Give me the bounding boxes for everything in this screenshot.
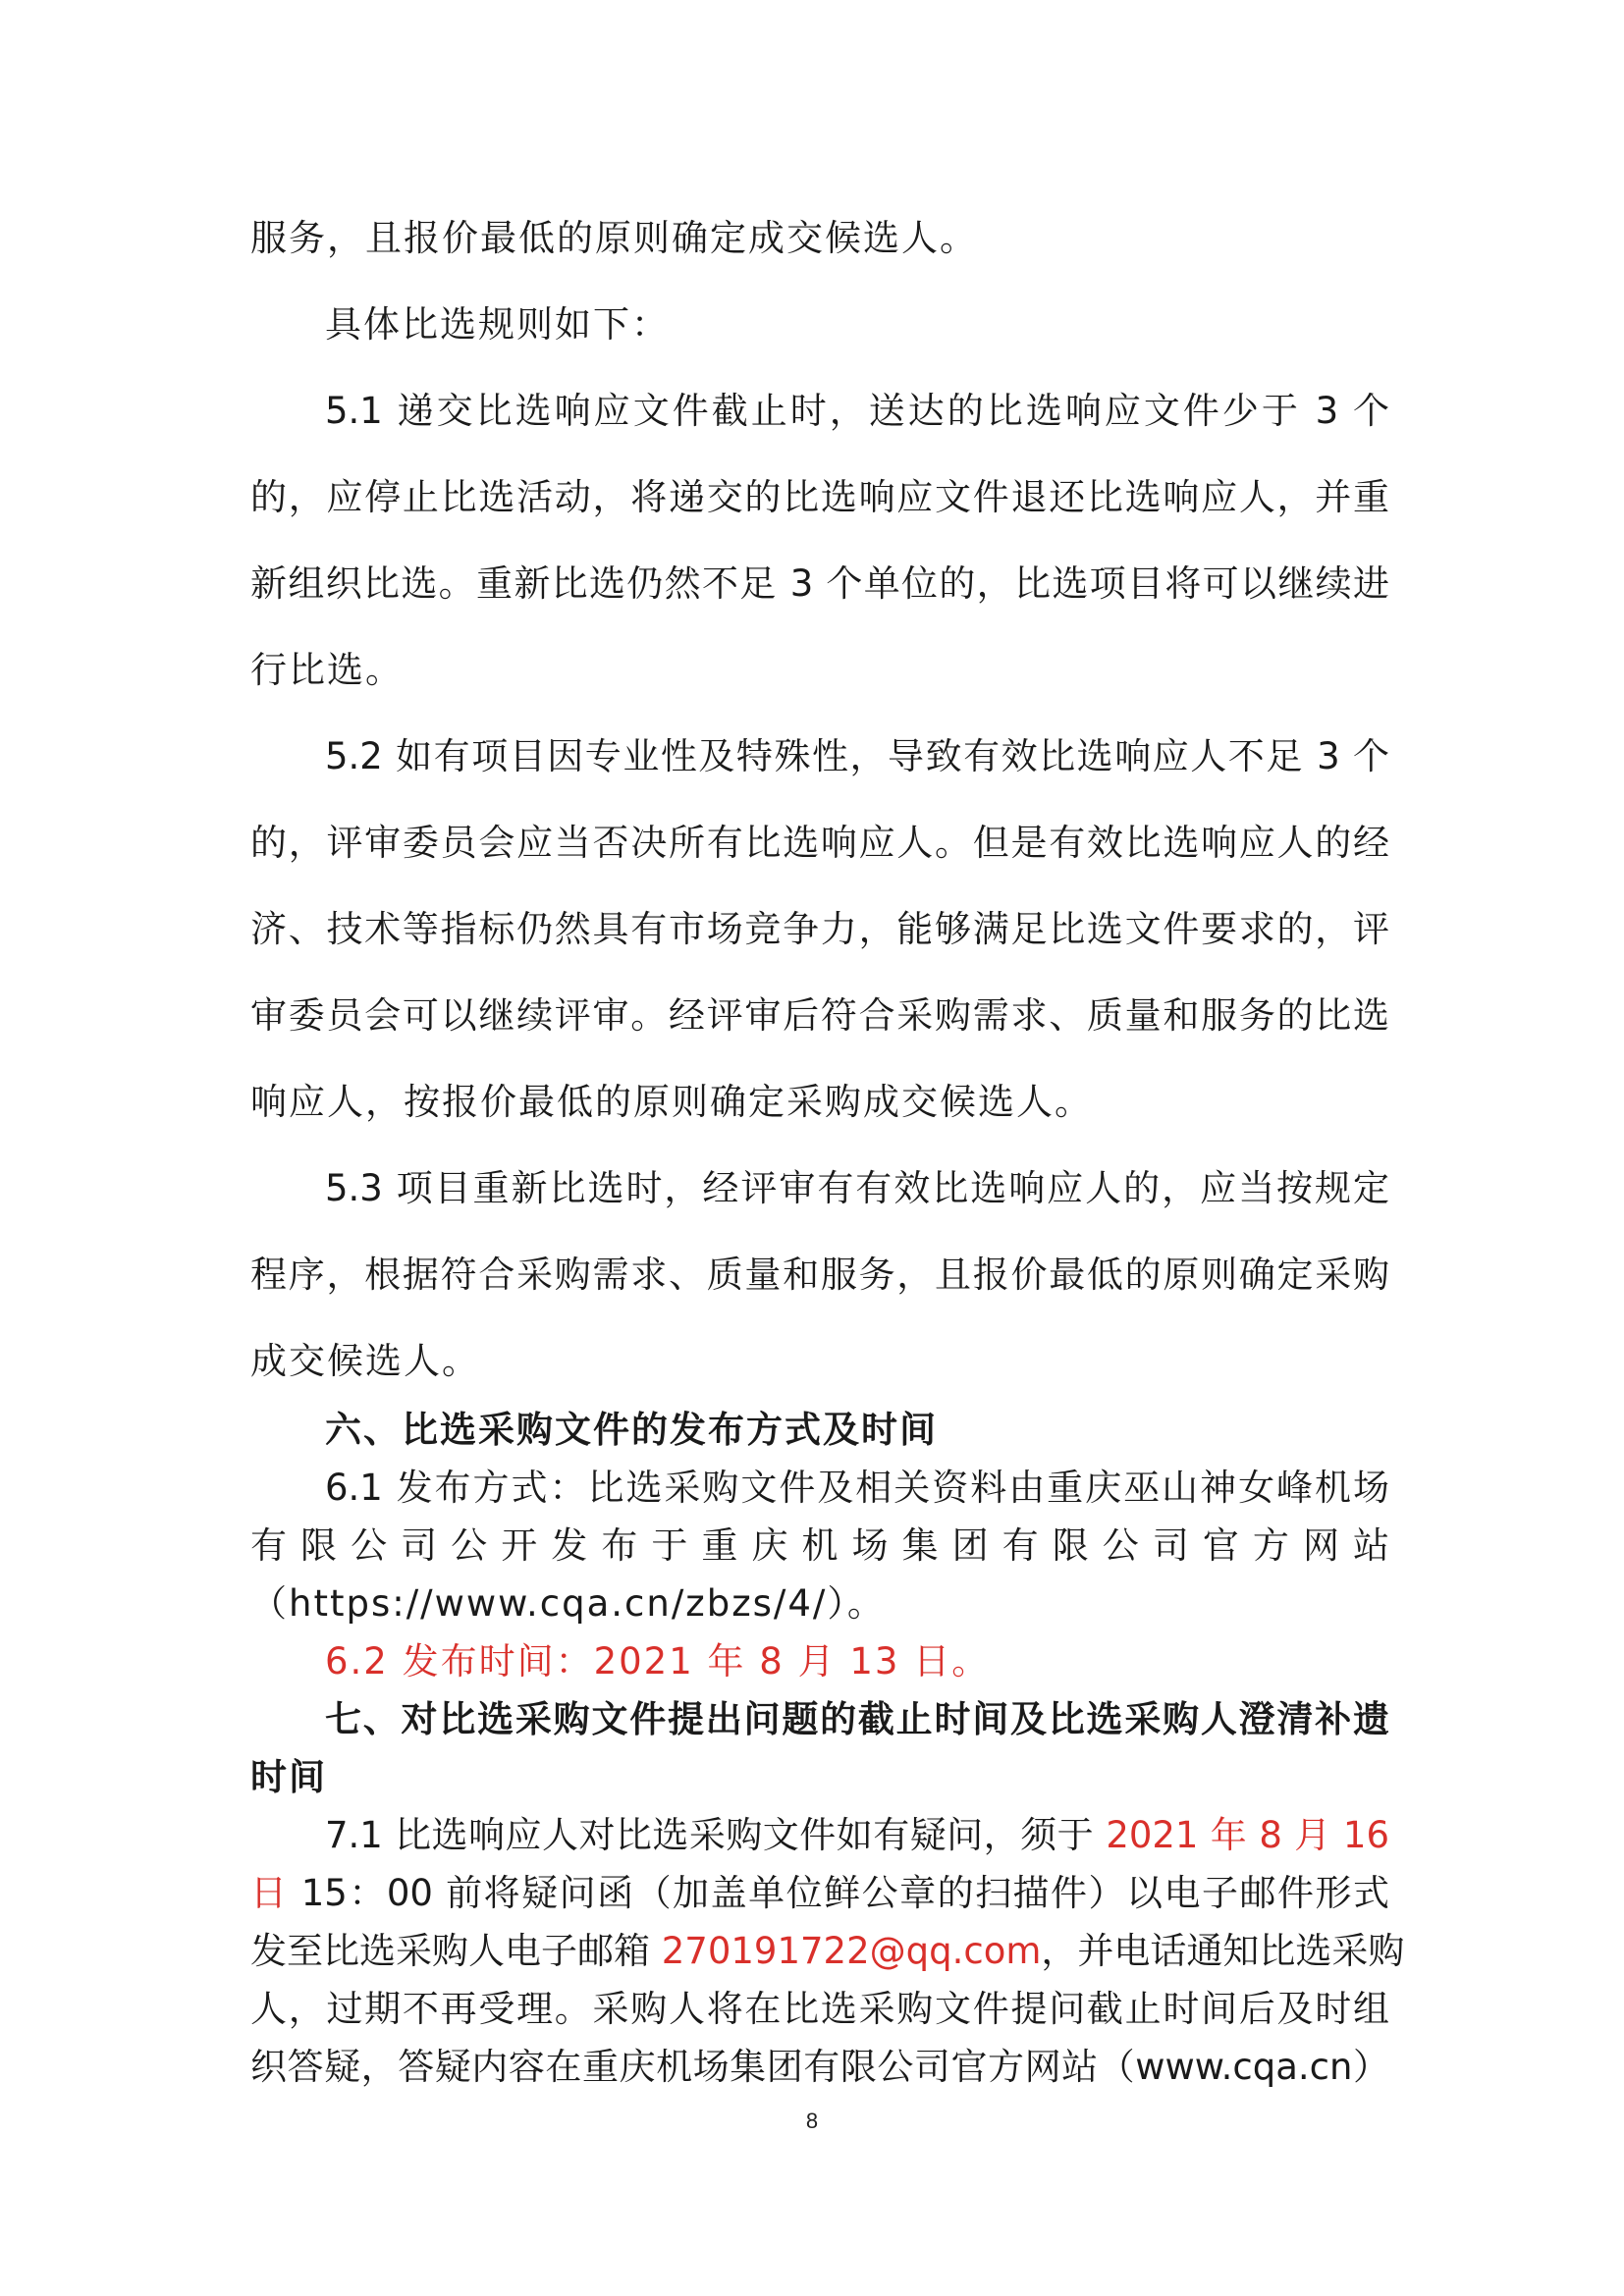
section-heading: 六、比选采购文件的发布方式及时间 [325,1409,938,1451]
publish-time-line: 6.2 发布时间：2021 年 8 月 13 日。 [325,1640,991,1682]
text-line: 服务，且报价最低的原则确定成交候选人。 [250,217,978,259]
text-line [250,1927,1405,1976]
text-line: 行比选。 [250,649,404,691]
text-line: 具体比选规则如下： [325,303,670,346]
section-heading-cont: 时间 [250,1756,327,1798]
text-line: 6.1 发布方式：比选采购文件及相关资料由重庆巫山神女峰机场 [325,1467,1389,1509]
text-line: 5.1 递交比选响应文件截止时，送达的比选响应文件少于 3 个 [325,390,1389,432]
text-line: 济、技术等指标仍然具有市场竞争力，能够满足比选文件要求的，评 [250,908,1389,950]
text-line: 织答疑，答疑内容在重庆机场集团有限公司官方网站（www.cqa.cn） [250,2046,1389,2088]
text-line: 成交候选人。 [250,1340,480,1382]
section-heading: 七、对比选采购文件提出问题的截止时间及比选采购人澄清补遗 [325,1698,1389,1740]
text-line: 审委员会可以继续评审。经评审后符合采购需求、质量和服务的比选 [250,994,1389,1037]
text-span: ，并电话通知比选采购 [1041,1930,1405,1972]
text-span: 7.1 比选响应人对比选采购文件如有疑问，须于 [325,1814,1107,1856]
text-span: 15：00 前将疑问函（加盖单位鲜公章的扫描件）以电子邮件形式 [288,1872,1390,1914]
text-line: 有限公司公开发布于重庆机场集团有限公司官方网站 [250,1524,1389,1567]
text-line: 的，评审委员会应当否决所有比选响应人。但是有效比选响应人的经 [250,822,1389,864]
text-line: （https://www.cqa.cn/zbzs/4/）。 [250,1582,886,1625]
deadline-date: 2021 年 8 月 16 [1106,1814,1389,1856]
text-line: 5.3 项目重新比选时，经评审有有效比选响应人的，应当按规定 [325,1167,1389,1209]
text-span: 发至比选采购人电子邮箱 [250,1930,662,1972]
deadline-date-cont: 日 [250,1872,289,1914]
text-line: 的，应停止比选活动，将递交的比选响应文件退还比选响应人，并重 [250,476,1389,518]
email-address: 270191722@qq.com [661,1930,1042,1972]
text-line: 响应人，按报价最低的原则确定采购成交候选人。 [250,1081,1093,1123]
text-line: 人，过期不再受理。采购人将在比选采购文件提问截止时间后及时组 [250,1988,1389,2030]
text-line [325,1811,1389,1860]
text-line: 新组织比选。重新比选仍然不足 3 个单位的，比选项目将可以继续进 [250,562,1389,605]
text-line: 5.2 如有项目因专业性及特殊性，导致有效比选响应人不足 3 个 [325,735,1389,777]
text-line: 程序，根据符合采购需求、质量和服务，且报价最低的原则确定采购 [250,1254,1389,1296]
text-line [250,1869,1389,1918]
page-number: 8 [805,2109,819,2133]
